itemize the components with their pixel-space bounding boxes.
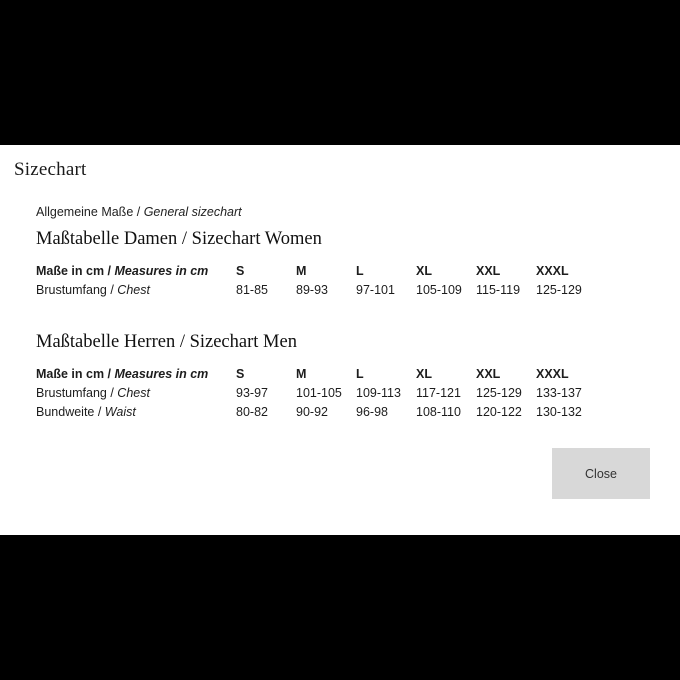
measure-label-de: Maße in cm [36, 367, 105, 381]
cell-value: 108-110 [416, 405, 461, 419]
close-button[interactable]: Close [552, 448, 650, 499]
measure-separator: / [104, 264, 115, 278]
cell-value: 93-97 [236, 386, 268, 400]
row-label-de: Brustumfang [36, 283, 107, 297]
cell-value: 133-137 [536, 386, 582, 400]
section-heading-men: Maßtabelle Herren / Sizechart Men [36, 332, 297, 352]
general-label-de: Allgemeine Maße [36, 205, 134, 219]
size-header-m: M [296, 264, 307, 278]
general-label-en: General sizechart [143, 205, 242, 219]
sizechart-table-men [36, 367, 596, 424]
sizechart-table-women [36, 264, 596, 302]
cell-value: 96-98 [356, 405, 388, 419]
row-label-de: Brustumfang [36, 386, 107, 400]
row-label-separator: / [106, 283, 118, 297]
measure-label-en: Measures in cm [114, 264, 209, 278]
sizechart-modal [0, 145, 680, 535]
row-label-cell [36, 386, 236, 405]
row-label-en: Waist [104, 405, 136, 419]
measure-label-cell [36, 367, 236, 386]
measure-label-cell [36, 264, 236, 283]
size-header-l: L [356, 264, 364, 278]
size-header-l: L [356, 367, 364, 381]
page-title: Sizechart [14, 159, 87, 180]
cell-value: 89-93 [296, 283, 328, 297]
size-header-xxl: XXL [476, 367, 501, 381]
row-label-cell [36, 405, 236, 424]
cell-value: 125-129 [536, 283, 582, 297]
size-header-xxl: XXL [476, 264, 501, 278]
cell-value: 97-101 [356, 283, 395, 297]
row-label-en: Chest [117, 283, 150, 297]
cell-value: 101-105 [296, 386, 342, 400]
measure-label-de: Maße in cm [36, 264, 105, 278]
size-header-xl: XL [416, 264, 432, 278]
table-header-row [36, 367, 596, 386]
row-label-separator: / [106, 386, 118, 400]
general-sizechart-line [36, 205, 636, 219]
row-label-de: Bundweite [36, 405, 95, 419]
table-header-row [36, 264, 596, 283]
table-row [36, 386, 596, 405]
cell-value: 90-92 [296, 405, 328, 419]
section-heading-women: Maßtabelle Damen / Sizechart Women [36, 229, 322, 249]
sizechart-content [36, 205, 636, 424]
cell-value: 105-109 [416, 283, 462, 297]
cell-value: 120-122 [476, 405, 522, 419]
cell-value: 109-113 [356, 386, 401, 400]
cell-value: 81-85 [236, 283, 268, 297]
row-label-en: Chest [117, 386, 150, 400]
size-header-xxxl: XXXL [536, 264, 569, 278]
general-separator: / [133, 205, 144, 219]
row-label-cell [36, 283, 236, 302]
size-header-xl: XL [416, 367, 432, 381]
measure-label-en: Measures in cm [114, 367, 209, 381]
cell-value: 125-129 [476, 386, 522, 400]
row-label-separator: / [94, 405, 105, 419]
cell-value: 80-82 [236, 405, 268, 419]
cell-value: 115-119 [476, 283, 521, 297]
cell-value: 130-132 [536, 405, 582, 419]
size-header-xxxl: XXXL [536, 367, 569, 381]
table-row [36, 405, 596, 424]
table-row [36, 283, 596, 302]
cell-value: 117-121 [416, 386, 461, 400]
measure-separator: / [104, 367, 115, 381]
size-header-s: S [236, 367, 245, 381]
size-header-s: S [236, 264, 245, 278]
size-header-m: M [296, 367, 307, 381]
